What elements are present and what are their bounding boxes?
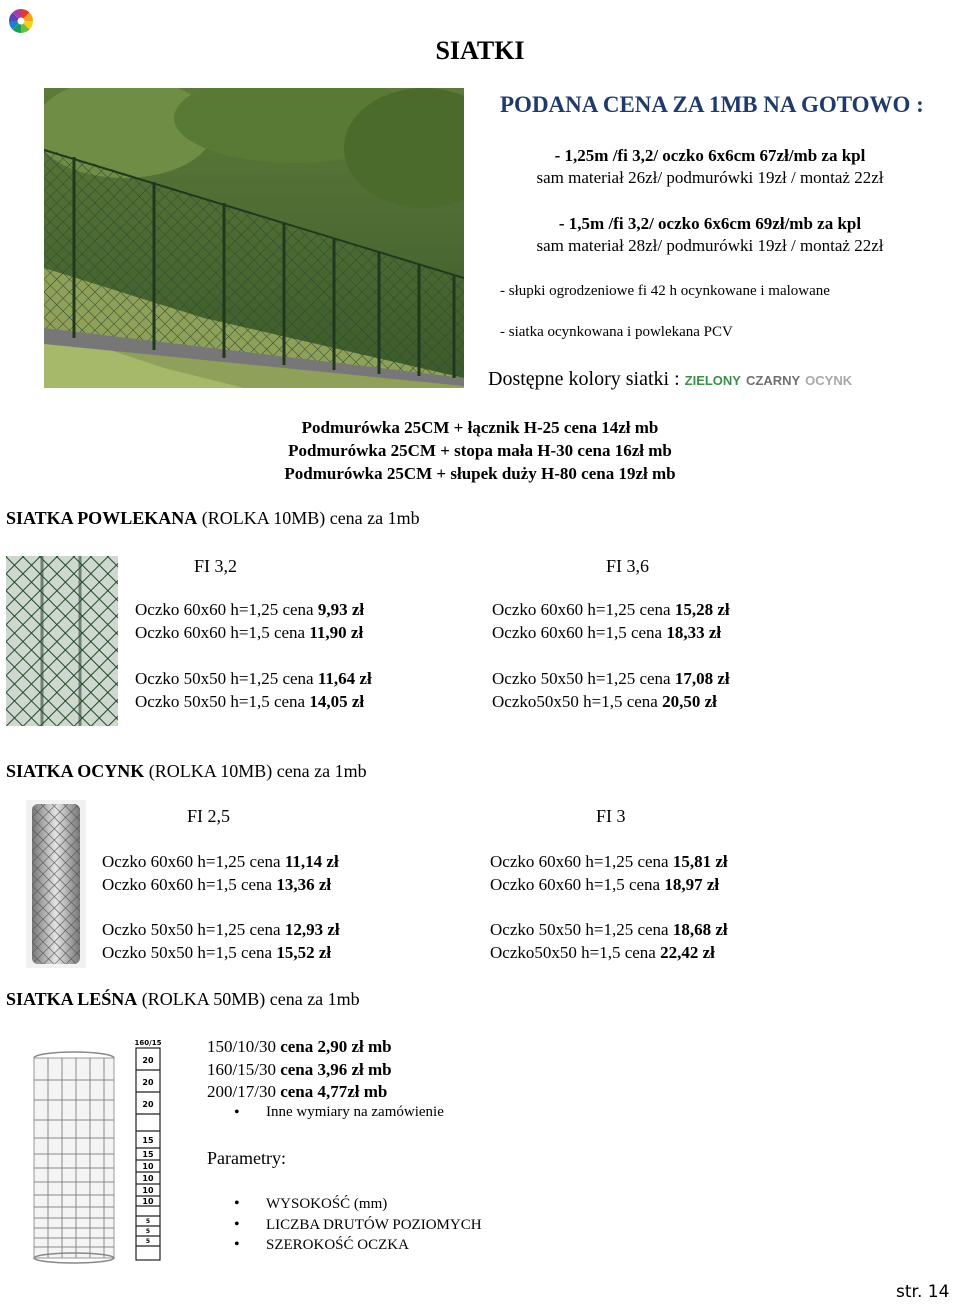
forest-item-2: 160/15/30 cena 3,96 zł mb [207,1060,392,1079]
galv-right-row-4: Oczko50x50 h=1,5 cena 22,42 zł [490,943,715,962]
podmurowka-2: Podmurówka 25CM + stopa mała H-30 cena 16zł mb [288,441,672,460]
forest-item-3: 200/17/30 cena 4,77zł mb [207,1082,388,1101]
available-colors [488,368,852,391]
diagram-label: 10 [142,1174,154,1183]
diagram-label-total: 160/15 [134,1039,162,1047]
diagram-label: 5 [145,1228,151,1235]
galv-right-row-2: Oczko 60x60 h=1,5 cena 18,97 zł [490,875,720,894]
diagram-label: 15 [142,1136,154,1145]
coated-right-row-2: Oczko 60x60 h=1,5 cena 18,33 zł [492,623,722,642]
galvanized-roll-photo [26,800,86,968]
coated-left-row-2: Oczko 60x60 h=1,5 cena 11,90 zł [135,623,364,642]
galv-left-row-2: Oczko 60x60 h=1,5 cena 13,36 zł [102,875,332,894]
coated-fi-3-6-head: FI 3,6 [606,556,650,576]
param-height: • WYSOKOŚĆ (mm) [234,1194,482,1215]
coated-fi-3-2-head: FI 3,2 [194,556,238,576]
note-posts: - słupki ogrodzeniowe fi 42 h ocynkowane i malowane [500,283,830,299]
galv-fi-3-head: FI 3 [596,806,626,826]
forest-mesh-roll-photo [28,1050,120,1264]
coated-left-row-1: Oczko 60x60 h=1,25 cena 9,93 zł [135,600,365,619]
galv-fi-2-5-head: FI 2,5 [187,806,231,826]
offer-main-2: - 1,5m /fi 3,2/ oczko 6x6cm 69zł/mb za kpl [558,214,862,233]
params-label: Parametry: [207,1148,286,1168]
page-title: SIATKI [435,36,525,65]
coated-mesh-photo [6,556,118,726]
diagram-label: 20 [142,1100,154,1109]
colors-label: Dostępne kolory siatki : [488,368,680,390]
diagram-label: 5 [145,1218,151,1225]
galv-right-row-3: Oczko 50x50 h=1,25 cena 18,68 zł [490,920,728,939]
podmurowka-1: Podmurówka 25CM + łącznik H-25 cena 14zł mb [301,418,659,437]
coated-right-row-4: Oczko50x50 h=1,5 cena 20,50 zł [492,692,717,711]
offer-detail-1: sam materiał 26zł/ podmurówki 19zł / montaż 22zł [536,168,884,187]
diagram-label: 10 [142,1162,154,1171]
diagram-label: 15 [142,1150,154,1159]
page-number: str. 14 [896,1282,950,1302]
color-green: ZIELONY [684,373,741,388]
diagram-label: 10 [142,1186,154,1195]
section-galvanized: SIATKA OCYNK (ROLKA 10MB) cena za 1mb [6,761,367,781]
color-zinc: OCYNK [805,373,853,388]
note-mesh: - siatka ocynkowana i powlekana PCV [500,324,733,340]
coated-right-row-3: Oczko 50x50 h=1,25 cena 17,08 zł [492,669,730,688]
diagram-label: 20 [142,1078,154,1087]
coated-right-row-1: Oczko 60x60 h=1,25 cena 15,28 zł [492,600,730,619]
galv-left-row-1: Oczko 60x60 h=1,25 cena 11,14 zł [102,852,339,871]
diagram-label: 5 [145,1238,151,1245]
param-horizontal-wires: • LICZBA DRUTÓW POZIOMYCH [234,1215,482,1236]
fence-photo [44,88,464,388]
coated-left-row-3: Oczko 50x50 h=1,25 cena 11,64 zł [135,669,372,688]
params-list [234,1194,482,1256]
diagram-label: 20 [142,1056,154,1065]
podmurowka-3: Podmurówka 25CM + słupek duży H-80 cena 19zł mb [284,464,676,483]
forest-item-1: 150/10/30 cena 2,90 zł mb [207,1037,392,1056]
offer-main-1: - 1,25m /fi 3,2/ oczko 6x6cm 67zł/mb za kpl [554,146,866,165]
galv-right-row-1: Oczko 60x60 h=1,25 cena 15,81 zł [490,852,728,871]
galv-left-row-4: Oczko 50x50 h=1,5 cena 15,52 zł [102,943,332,962]
forest-mesh-diagram [130,1036,166,1262]
diagram-label: 10 [142,1197,154,1206]
offer-detail-2: sam materiał 28zł/ podmurówki 19zł / montaż 22zł [536,236,884,255]
coated-left-row-4: Oczko 50x50 h=1,5 cena 14,05 zł [135,692,365,711]
param-mesh-width: • SZEROKOŚĆ OCZKA [234,1235,482,1256]
price-header: PODANA CENA ZA 1MB NA GOTOWO : [500,92,924,117]
galv-left-row-3: Oczko 50x50 h=1,25 cena 12,93 zł [102,920,340,939]
section-forest: SIATKA LEŚNA (ROLKA 50MB) cena za 1mb [6,989,360,1009]
color-black: CZARNY [745,373,801,388]
section-coated: SIATKA POWLEKANA (ROLKA 10MB) cena za 1mb [6,508,420,528]
company-logo [8,8,34,34]
forest-other-sizes: • Inne wymiary na zamówienie [234,1104,444,1121]
forest-other-list [234,1104,444,1121]
